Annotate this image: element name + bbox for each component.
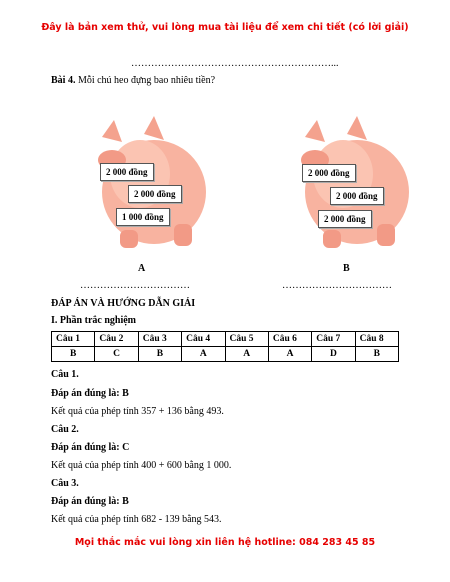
table-answer-cell: C [95, 347, 138, 362]
caption-b: B [343, 263, 350, 274]
table-header-row [52, 332, 399, 347]
exercise-question: Mỗi chú heo đựng bao nhiêu tiền? [77, 75, 216, 86]
caption-a: A [138, 263, 146, 274]
table-header-cell: Câu 7 [312, 332, 355, 347]
answers-heading: ĐÁP ÁN VÀ HƯỚNG DẪN GIẢI [51, 298, 196, 309]
note-a-2: 2 000 đồng [128, 185, 182, 203]
solution-2-answer: Đáp án đúng là: C [51, 442, 130, 453]
solution-3-answer: Đáp án đúng là: B [51, 496, 129, 507]
hotline-banner: Mọi thắc mắc vui lòng xin liên hệ hotline: 084 283 45 85 [74, 537, 376, 548]
section-heading: I. Phần trắc nghiệm [51, 315, 136, 326]
table-answer-cell: A [182, 347, 225, 362]
table-header-cell: Câu 1 [52, 332, 95, 347]
exercise-title [51, 75, 215, 86]
preview-banner: Đây là bản xem thử, vui lòng mua tài liệu để xem chi tiết (có lời giải) [41, 22, 409, 33]
table-answer-row [52, 347, 399, 362]
table-answer-cell: B [138, 347, 181, 362]
piggy-bank-b [285, 112, 425, 252]
answer-table [51, 331, 399, 362]
table-header-cell: Câu 8 [355, 332, 398, 347]
table-header-cell: Câu 2 [95, 332, 138, 347]
table-answer-cell: B [52, 347, 95, 362]
note-a-3: 1 000 đồng [116, 208, 170, 226]
note-b-2: 2 000 đồng [330, 187, 384, 205]
table-header-cell: Câu 3 [138, 332, 181, 347]
solution-2-title: Câu 2. [51, 424, 79, 435]
answer-line-a: …………………………… [80, 280, 190, 291]
answer-line-b: …………………………… [282, 280, 392, 291]
table-header-cell: Câu 6 [268, 332, 311, 347]
table-answer-cell: A [225, 347, 268, 362]
note-a-1: 2 000 đồng [100, 163, 154, 181]
solution-1-text: Kết quả của phép tính 357 + 136 bằng 493. [51, 406, 224, 417]
table-answer-cell: B [355, 347, 398, 362]
table-header-cell: Câu 5 [225, 332, 268, 347]
table-answer-cell: A [268, 347, 311, 362]
answer-dotted-line: ……………………………………………………... [131, 58, 339, 69]
solution-3-text: Kết quả của phép tính 682 - 139 bằng 543. [51, 514, 222, 525]
piggy-bank-a [82, 112, 222, 252]
note-b-3: 2 000 đồng [318, 210, 372, 228]
table-answer-cell: D [312, 347, 355, 362]
solution-3-title: Câu 3. [51, 478, 79, 489]
solution-2-text: Kết quả của phép tính 400 + 600 bằng 1 000. [51, 460, 232, 471]
solution-1-answer: Đáp án đúng là: B [51, 388, 129, 399]
exercise-label: Bài 4. [51, 75, 76, 86]
table-header-cell: Câu 4 [182, 332, 225, 347]
note-b-1: 2 000 đồng [302, 164, 356, 182]
solution-1-title: Câu 1. [51, 369, 79, 380]
